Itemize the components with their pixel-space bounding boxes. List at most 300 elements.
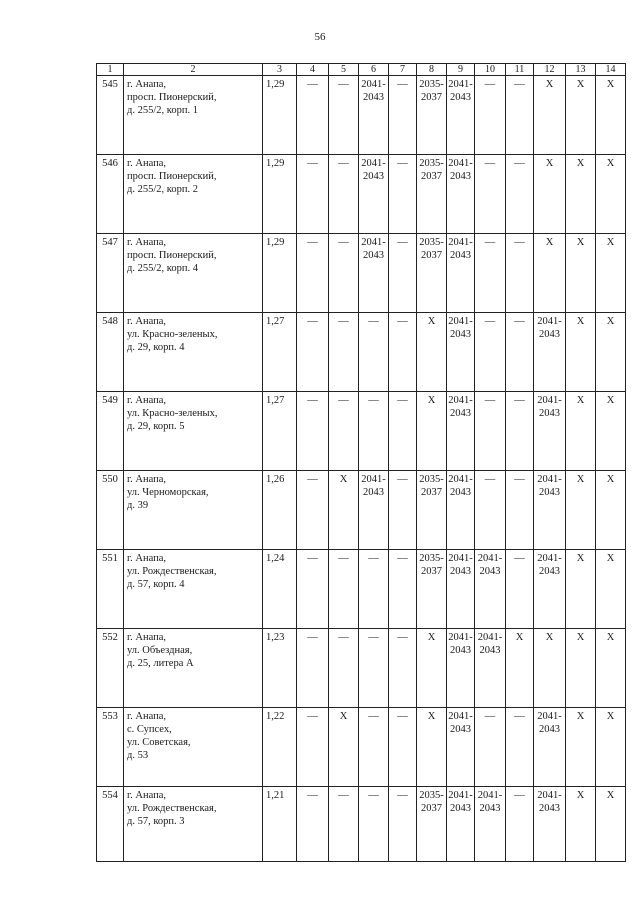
period-cell: [297, 787, 329, 862]
cell-line: —: [484, 711, 496, 722]
period-cell: [506, 708, 534, 787]
address-line: г. Анапа,: [127, 79, 167, 90]
value-cell: 1,29: [263, 76, 297, 155]
cell-line: 2037: [421, 92, 442, 103]
address-cell: [124, 392, 263, 471]
cell-line: —: [514, 711, 525, 722]
period-cell: [506, 76, 534, 155]
cell-line: —: [397, 553, 408, 564]
address-cell: [124, 76, 263, 155]
cell-line: X: [606, 632, 615, 643]
period-cell: [297, 629, 329, 708]
cell-line: —: [338, 790, 349, 801]
period-cell: [329, 76, 359, 155]
period-cell: [417, 313, 447, 392]
address-line: г. Анапа,: [127, 316, 167, 327]
column-header: 10: [475, 64, 506, 76]
cell-line: X: [606, 316, 615, 327]
period-cell: [447, 234, 475, 313]
address-line: д. 255/2, корп. 4: [127, 263, 198, 274]
cell-line: 2035-: [419, 553, 444, 564]
column-header: 4: [297, 64, 329, 76]
address-line: г. Анапа,: [127, 553, 167, 564]
cell-line: —: [307, 79, 318, 90]
column-header: 9: [447, 64, 475, 76]
cell-line: 2043: [363, 487, 384, 498]
cell-line: X: [339, 474, 348, 485]
table-row: [97, 155, 626, 234]
period-cell: [475, 76, 506, 155]
cell-line: 2043: [539, 803, 560, 814]
cell-line: —: [338, 553, 349, 564]
column-header: 13: [566, 64, 596, 76]
cell-line: 2041-: [537, 395, 562, 406]
cell-line: 2041-: [361, 158, 386, 169]
period-cell: [359, 76, 389, 155]
column-header: 11: [506, 64, 534, 76]
cell-line: 2035-: [419, 158, 444, 169]
period-cell: [596, 787, 626, 862]
cell-line: 2043: [539, 566, 560, 577]
data-table: [96, 63, 626, 862]
cell-line: —: [397, 79, 408, 90]
period-cell: [475, 787, 506, 862]
period-cell: [447, 392, 475, 471]
row-number: 548: [97, 313, 124, 392]
period-cell: [359, 708, 389, 787]
period-cell: [389, 76, 417, 155]
period-cell: [596, 629, 626, 708]
cell-line: 2041-: [448, 632, 473, 643]
column-header: 2: [124, 64, 263, 76]
cell-line: 2043: [450, 171, 471, 182]
address-line: д. 57, корп. 4: [127, 579, 185, 590]
cell-line: X: [545, 632, 554, 643]
table-row: [97, 234, 626, 313]
cell-line: —: [338, 79, 349, 90]
period-cell: [389, 550, 417, 629]
cell-line: 2043: [450, 250, 471, 261]
cell-line: —: [307, 474, 318, 485]
period-cell: [566, 550, 596, 629]
address-line: г. Анапа,: [127, 237, 167, 248]
cell-line: X: [606, 474, 615, 485]
cell-line: —: [307, 158, 318, 169]
period-cell: [297, 708, 329, 787]
cell-line: —: [397, 474, 408, 485]
cell-line: X: [576, 316, 585, 327]
cell-line: 2043: [363, 171, 384, 182]
cell-line: X: [606, 79, 615, 90]
cell-line: X: [606, 237, 615, 248]
cell-line: 2037: [421, 171, 442, 182]
period-cell: [447, 787, 475, 862]
period-cell: [506, 471, 534, 550]
address-line: д. 255/2, корп. 2: [127, 184, 198, 195]
cell-line: —: [307, 790, 318, 801]
column-header: 8: [417, 64, 447, 76]
period-cell: [566, 155, 596, 234]
period-cell: [389, 392, 417, 471]
period-cell: [359, 155, 389, 234]
address-line: д. 255/2, корп. 1: [127, 105, 198, 116]
cell-line: X: [515, 632, 524, 643]
cell-line: 2043: [363, 92, 384, 103]
cell-line: X: [427, 711, 436, 722]
period-cell: [475, 550, 506, 629]
cell-line: 2041-: [537, 474, 562, 485]
cell-line: —: [307, 395, 318, 406]
cell-line: 2035-: [419, 237, 444, 248]
column-header: 7: [389, 64, 417, 76]
period-cell: [506, 629, 534, 708]
cell-line: X: [545, 237, 554, 248]
period-cell: [596, 313, 626, 392]
cell-line: X: [606, 553, 615, 564]
cell-line: 2041-: [448, 237, 473, 248]
cell-line: 2041-: [448, 553, 473, 564]
cell-line: X: [427, 632, 436, 643]
cell-line: X: [576, 237, 585, 248]
value-cell: 1,21: [263, 787, 297, 862]
cell-line: —: [307, 316, 318, 327]
column-header: 6: [359, 64, 389, 76]
column-header: 5: [329, 64, 359, 76]
cell-line: 2041-: [448, 158, 473, 169]
value-cell: 1,22: [263, 708, 297, 787]
cell-line: —: [307, 237, 318, 248]
period-cell: [297, 76, 329, 155]
period-cell: [506, 155, 534, 234]
period-cell: [596, 155, 626, 234]
cell-line: —: [368, 790, 379, 801]
cell-line: 2041-: [361, 79, 386, 90]
period-cell: [297, 234, 329, 313]
period-cell: [534, 76, 566, 155]
period-cell: [534, 313, 566, 392]
period-cell: [329, 392, 359, 471]
period-cell: [447, 155, 475, 234]
cell-line: 2041-: [448, 790, 473, 801]
address-line: ул. Красно-зеленых,: [127, 329, 218, 340]
cell-line: 2043: [363, 250, 384, 261]
table-row: [97, 392, 626, 471]
cell-line: —: [484, 237, 496, 248]
cell-line: 2043: [539, 487, 560, 498]
table-row: [97, 787, 626, 862]
cell-line: 2043: [450, 803, 471, 814]
period-cell: [297, 471, 329, 550]
period-cell: [359, 234, 389, 313]
cell-line: 2041-: [448, 79, 473, 90]
cell-line: X: [427, 316, 436, 327]
value-cell: 1,29: [263, 155, 297, 234]
cell-line: X: [576, 553, 585, 564]
cell-line: X: [576, 790, 585, 801]
period-cell: [359, 629, 389, 708]
cell-line: 2041-: [477, 632, 503, 643]
cell-line: 2043: [479, 566, 501, 577]
value-cell: 1,26: [263, 471, 297, 550]
value-cell: 1,24: [263, 550, 297, 629]
period-cell: [566, 708, 596, 787]
period-cell: [534, 787, 566, 862]
column-header: 12: [534, 64, 566, 76]
cell-line: 2041-: [537, 553, 562, 564]
cell-line: 2043: [539, 329, 560, 340]
address-line: ул. Советская,: [127, 737, 191, 748]
cell-line: 2041-: [448, 474, 473, 485]
table-row: [97, 76, 626, 155]
period-cell: [389, 313, 417, 392]
period-cell: [417, 76, 447, 155]
address-line: д. 57, корп. 3: [127, 816, 185, 827]
period-cell: [534, 629, 566, 708]
address-line: просп. Пионерский,: [127, 171, 217, 182]
address-line: д. 39: [127, 500, 149, 511]
address-line: просп. Пионерский,: [127, 250, 217, 261]
cell-line: —: [514, 474, 525, 485]
period-cell: [329, 471, 359, 550]
period-cell: [389, 471, 417, 550]
cell-line: X: [427, 395, 436, 406]
cell-line: 2037: [421, 566, 442, 577]
address-cell: [124, 234, 263, 313]
period-cell: [389, 629, 417, 708]
period-cell: [596, 392, 626, 471]
cell-line: —: [484, 316, 496, 327]
cell-line: X: [576, 395, 585, 406]
period-cell: [566, 234, 596, 313]
period-cell: [475, 629, 506, 708]
cell-line: 2041-: [537, 711, 562, 722]
cell-line: 2043: [479, 803, 501, 814]
period-cell: [329, 234, 359, 313]
cell-line: 2041-: [361, 474, 386, 485]
period-cell: [534, 708, 566, 787]
cell-line: —: [514, 553, 525, 564]
cell-line: 2035-: [419, 79, 444, 90]
period-cell: [506, 550, 534, 629]
header-row: [97, 64, 626, 76]
period-cell: [389, 155, 417, 234]
cell-line: —: [368, 395, 379, 406]
row-number: 546: [97, 155, 124, 234]
cell-line: X: [606, 395, 615, 406]
cell-line: —: [368, 553, 379, 564]
period-cell: [329, 708, 359, 787]
cell-line: —: [307, 711, 318, 722]
cell-line: 2041-: [537, 316, 562, 327]
cell-line: X: [606, 711, 615, 722]
address-line: г. Анапа,: [127, 711, 167, 722]
cell-line: 2041-: [361, 237, 386, 248]
period-cell: [534, 550, 566, 629]
cell-line: 2037: [421, 250, 442, 261]
cell-line: —: [514, 237, 525, 248]
period-cell: [475, 155, 506, 234]
cell-line: X: [576, 474, 585, 485]
cell-line: —: [338, 316, 349, 327]
period-cell: [417, 629, 447, 708]
row-number: 545: [97, 76, 124, 155]
row-number: 552: [97, 629, 124, 708]
cell-line: —: [514, 316, 525, 327]
period-cell: [359, 313, 389, 392]
cell-line: —: [397, 316, 408, 327]
period-cell: [417, 787, 447, 862]
period-cell: [566, 76, 596, 155]
period-cell: [447, 708, 475, 787]
cell-line: 2041-: [477, 790, 503, 801]
period-cell: [417, 471, 447, 550]
address-line: д. 29, корп. 4: [127, 342, 185, 353]
period-cell: [475, 708, 506, 787]
period-cell: [447, 76, 475, 155]
period-cell: [359, 550, 389, 629]
cell-line: —: [397, 395, 408, 406]
cell-line: —: [368, 632, 379, 643]
cell-line: 2037: [421, 487, 442, 498]
period-cell: [534, 234, 566, 313]
period-cell: [447, 550, 475, 629]
period-cell: [297, 392, 329, 471]
address-line: ул. Черноморская,: [127, 487, 209, 498]
address-line: г. Анапа,: [127, 790, 167, 801]
period-cell: [475, 471, 506, 550]
period-cell: [329, 313, 359, 392]
cell-line: 2041-: [477, 553, 503, 564]
cell-line: 2043: [450, 724, 471, 735]
period-cell: [447, 313, 475, 392]
address-line: г. Анапа,: [127, 632, 167, 643]
row-number: 550: [97, 471, 124, 550]
cell-line: —: [338, 158, 349, 169]
cell-line: —: [397, 711, 408, 722]
cell-line: —: [514, 158, 525, 169]
address-cell: [124, 155, 263, 234]
cell-line: 2041-: [448, 711, 473, 722]
cell-line: X: [576, 79, 585, 90]
cell-line: X: [606, 790, 615, 801]
period-cell: [475, 392, 506, 471]
period-cell: [475, 313, 506, 392]
address-line: г. Анапа,: [127, 395, 167, 406]
address-line: ул. Рождественская,: [127, 566, 217, 577]
period-cell: [297, 155, 329, 234]
period-cell: [566, 392, 596, 471]
cell-line: 2043: [539, 408, 560, 419]
address-line: д. 25, литера А: [127, 658, 194, 669]
cell-line: —: [338, 237, 349, 248]
period-cell: [417, 708, 447, 787]
period-cell: [329, 787, 359, 862]
address-cell: [124, 629, 263, 708]
period-cell: [297, 550, 329, 629]
address-line: ул. Объездная,: [127, 645, 193, 656]
table-row: [97, 471, 626, 550]
cell-line: 2037: [421, 803, 442, 814]
period-cell: [447, 471, 475, 550]
cell-line: —: [338, 632, 349, 643]
period-cell: [389, 787, 417, 862]
period-cell: [506, 787, 534, 862]
address-line: с. Супсех,: [127, 724, 172, 735]
cell-line: 2043: [479, 645, 501, 656]
period-cell: [506, 313, 534, 392]
cell-line: —: [397, 158, 408, 169]
cell-line: 2043: [450, 408, 471, 419]
cell-line: —: [397, 237, 408, 248]
value-cell: 1,27: [263, 313, 297, 392]
table-row: [97, 313, 626, 392]
row-number: 549: [97, 392, 124, 471]
column-header: 1: [97, 64, 124, 76]
address-line: д. 29, корп. 5: [127, 421, 185, 432]
address-cell: [124, 708, 263, 787]
table-row: [97, 629, 626, 708]
period-cell: [389, 234, 417, 313]
period-cell: [359, 392, 389, 471]
period-cell: [566, 471, 596, 550]
cell-line: 2043: [450, 487, 471, 498]
value-cell: 1,29: [263, 234, 297, 313]
address-line: г. Анапа,: [127, 474, 167, 485]
cell-line: 2041-: [448, 395, 473, 406]
cell-line: —: [484, 474, 496, 485]
row-number: 551: [97, 550, 124, 629]
cell-line: —: [307, 632, 318, 643]
address-line: г. Анапа,: [127, 158, 167, 169]
period-cell: [359, 787, 389, 862]
address-cell: [124, 471, 263, 550]
row-number: 547: [97, 234, 124, 313]
cell-line: 2043: [450, 645, 471, 656]
cell-line: 2043: [450, 566, 471, 577]
address-cell: [124, 550, 263, 629]
cell-line: 2043: [539, 724, 560, 735]
cell-line: X: [545, 158, 554, 169]
cell-line: 2043: [450, 92, 471, 103]
cell-line: X: [606, 158, 615, 169]
period-cell: [417, 550, 447, 629]
address-line: ул. Рождественская,: [127, 803, 217, 814]
address-cell: [124, 787, 263, 862]
period-cell: [389, 708, 417, 787]
period-cell: [506, 234, 534, 313]
cell-line: 2041-: [448, 316, 473, 327]
address-line: просп. Пионерский,: [127, 92, 217, 103]
cell-line: X: [576, 711, 585, 722]
period-cell: [596, 550, 626, 629]
period-cell: [475, 234, 506, 313]
table-row: [97, 708, 626, 787]
period-cell: [417, 234, 447, 313]
value-cell: 1,27: [263, 392, 297, 471]
period-cell: [566, 787, 596, 862]
cell-line: X: [576, 632, 585, 643]
address-line: д. 53: [127, 750, 149, 761]
period-cell: [566, 629, 596, 708]
cell-line: —: [368, 711, 379, 722]
column-header: 3: [263, 64, 297, 76]
period-cell: [506, 392, 534, 471]
page-number: 56: [314, 31, 326, 43]
period-cell: [329, 629, 359, 708]
row-number: 554: [97, 787, 124, 862]
cell-line: 2035-: [419, 790, 444, 801]
cell-line: —: [338, 395, 349, 406]
